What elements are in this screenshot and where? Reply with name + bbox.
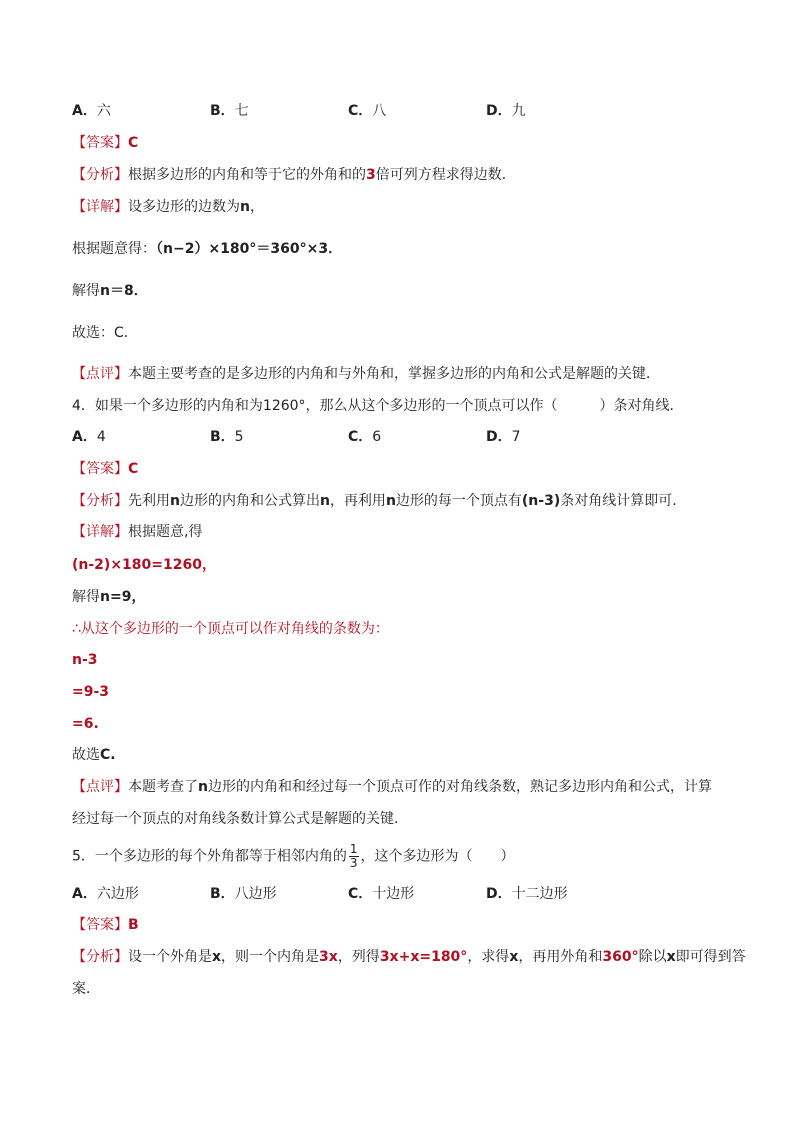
q5-option-b: B．八边形 (210, 886, 277, 902)
q3-option-c: C．八 (348, 103, 387, 119)
q4-analysis: 【分析】先利用n边形的内角和公式算出n，再利用n边形的每一个顶点有(n-3)条对角线计算即可. (72, 493, 677, 509)
q4-comment: 【点评】本题考查了n边形的内角和和经过每一个顶点可作的对角线条数，熟记多边形内角和公式，计算 (72, 779, 712, 795)
q5-analysis-line2: 案． (72, 981, 100, 997)
q5-answer: 【答案】B (72, 917, 139, 933)
q4-detail: 【详解】根据题意,得 (72, 524, 203, 540)
q3-answer: 【答案】C (72, 135, 139, 151)
q4-solve: 解得n=9， (72, 589, 146, 605)
q5-option-a: A．六边形 (72, 886, 139, 902)
q4-comment-line2: 经过每一个顶点的对角线条数计算公式是解题的关键. (72, 811, 399, 827)
q4-therefore: ∴从这个多边形的一个顶点可以作对角线的条数为： (72, 621, 389, 637)
q3-option-b: B．七 (210, 103, 249, 119)
q3-choose: 故选：C． (72, 325, 138, 341)
q4-option-a: A．4 (72, 429, 106, 445)
q5-analysis: 【分析】设一个外角是x，则一个内角是3x，列得3x+x=180°，求得x，再用外角和360°除以x即可得到答 (72, 949, 746, 965)
q5-stem: 5．一个多边形的每个外角都等于相邻内角的 $\frac{1}{3}$ ，这个多边形为（ ） (72, 842, 515, 870)
q4-stem: 4．如果一个多边形的内角和为1260°，那么从这个多边形的一个顶点可以作（ ）条对角线． (72, 398, 684, 414)
q4-equation: (n-2)×180=1260， (72, 557, 216, 573)
q3-equation: 根据题意得：（n−2）×180°＝360°×3． (72, 241, 343, 257)
q3-detail: 【详解】设多边形的边数为n， (72, 199, 264, 215)
q5-option-d: D．十二边形 (486, 886, 568, 902)
fraction-one-third: $\frac{1}{3}$ (349, 842, 358, 870)
q4-step-1: n-3 (72, 652, 98, 668)
q3-option-a: A．六 (72, 103, 111, 119)
q3-option-d: D．九 (486, 103, 526, 119)
q3-solve: 解得n＝8． (72, 283, 148, 299)
q5-option-c: C．十边形 (348, 886, 415, 902)
q4-option-d: D．7 (486, 429, 521, 445)
q3-comment: 【点评】本题主要考查的是多边形的内角和与外角和，掌握多边形的内角和公式是解题的关键． (72, 366, 660, 382)
q4-step-2: =9-3 (72, 684, 110, 700)
q4-option-c: C．6 (348, 429, 382, 445)
q4-option-b: B．5 (210, 429, 244, 445)
q4-answer: 【答案】C (72, 461, 139, 477)
q4-step-3: =6. (72, 716, 99, 732)
q3-analysis: 【分析】根据多边形的内角和等于它的外角和的3倍可列方程求得边数． (72, 167, 516, 183)
q4-choose: 故选C. (72, 747, 116, 763)
